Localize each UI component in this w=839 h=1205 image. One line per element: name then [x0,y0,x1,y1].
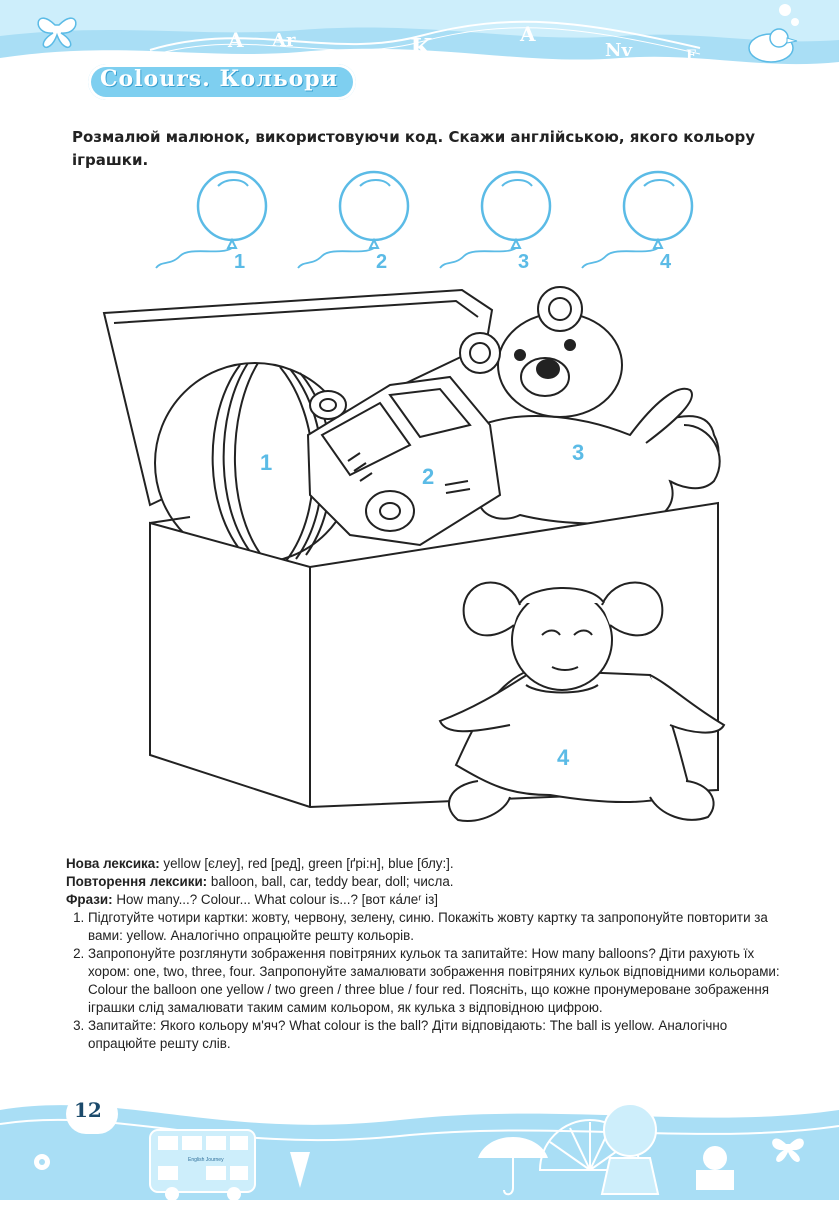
task-instruction: Розмалюй малюнок, використовуючи код. Скажи англійською, якого кольору іграшки. [72,128,756,169]
review-label: Повторення лексики: [66,874,208,889]
phrases-line [66,891,791,909]
balloons-row [150,170,710,280]
step-item-1: 1. Підготуйте чотири картки: жовту, червону, зелену, синю. Покажіть жовту картку та запропонуйте повторити за вами: yellow. Аналогічно опрацюйте решту кольорів. [88,909,791,945]
banner-letter: K [410,34,433,64]
balloon-4[interactable] [582,172,692,273]
balloon-1[interactable] [156,172,266,273]
banner-letter: F [686,48,696,64]
new-vocab-label: Нова лексика: [66,856,160,871]
balloon-label: 4 [660,251,672,273]
footer-graphic [0,1080,839,1200]
flower-icon [34,1154,50,1170]
steps-list [66,909,791,1053]
bear-number-label: 3 [572,440,585,465]
toy-car[interactable] [308,377,500,545]
teacher-notes [66,855,791,1053]
step-item-3: 3. Запитайте: Якого кольору м'яч? What colour is the ball? Діти відповідають: The ball is yellow. Аналогічно опрацюйте решту слів. [88,1017,791,1053]
car-number-label: 2 [422,464,435,489]
page-number: 12 [74,1098,102,1122]
ball-number-label: 1 [260,450,273,475]
new-vocab-line [66,855,791,873]
bus-icon [150,1130,255,1200]
balloon-label: 2 [376,251,388,273]
bus-sign: English Journey [188,1157,224,1163]
phrases-text: How many...? Colour... What colour is...? [вот ка́леʳ із] [116,892,438,907]
review-vocab-line [66,873,791,891]
review-text: balloon, ball, car, teddy bear, doll; числа. [210,874,454,889]
footer-banner [0,1080,839,1200]
phrases-label: Фрази: [66,892,113,907]
balloon-label: 1 [234,251,246,273]
toy-box-illustration [90,285,750,840]
banner-letter: Ar [272,30,296,51]
step-item-2: 2. Запропонуйте розглянути зображення повітряних кульок та запитайте: How many balloons? Діти рахують їх хором: one, two, three, four. Запропонуйте замалювати зображення повітряних кульок відповідними кольорами: Colour the balloon one yellow / two green / three blue / four red. Поясніть, що кожне пронумероване зображення іграшки слід замалювати таким самим кольором, як кулька з відповідною цифрою. [88,945,791,1017]
banner-letter: Nv [605,40,632,61]
new-vocab-text: yellow [єлеу], red [ред], green [ґрі:н], blue [блу:]. [163,856,454,871]
banner-letter: A [228,28,244,52]
banner-letter: A [520,22,536,46]
balloon-2[interactable] [298,172,408,273]
header-banner [0,0,839,110]
page-title: Colours. Кольори [100,66,339,92]
doll-number-label: 4 [557,745,570,770]
balloon-3[interactable] [440,172,550,273]
balloon-label: 3 [518,251,530,273]
